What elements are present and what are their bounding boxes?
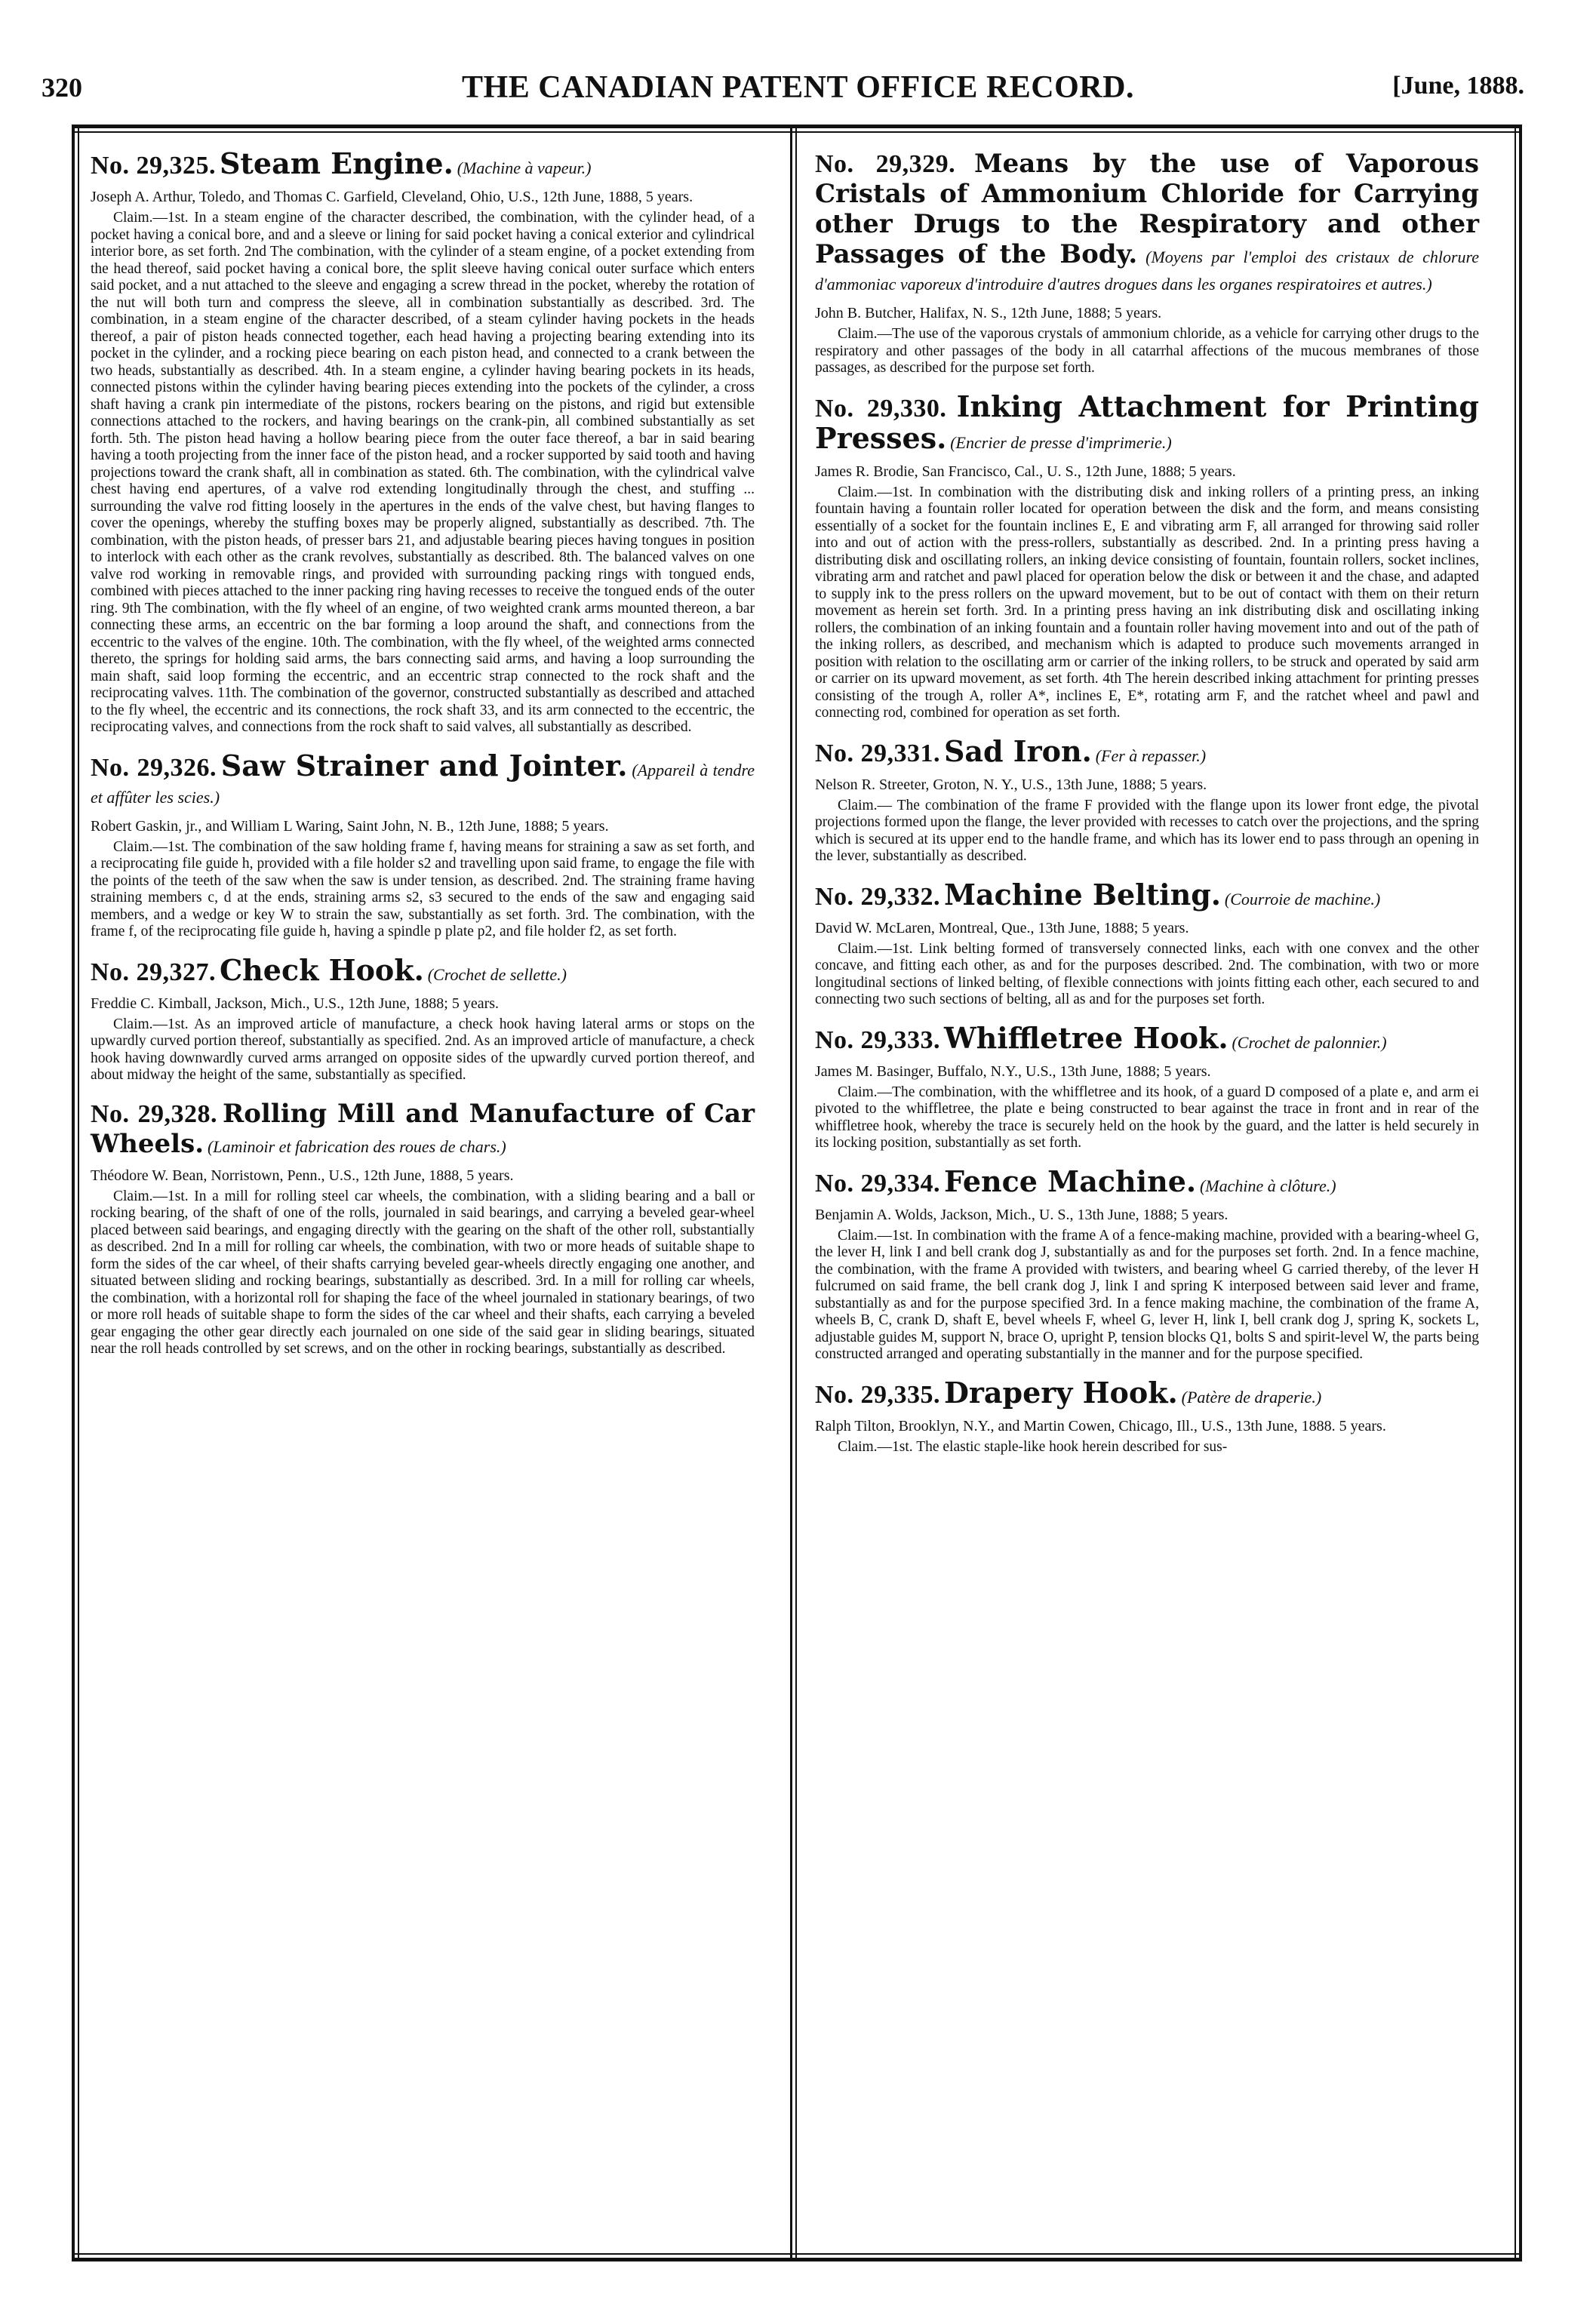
top-rule-thin	[72, 131, 1522, 133]
top-rule-thick	[72, 125, 1522, 128]
patent-number: No. 29,328.	[91, 1099, 218, 1128]
claim-text: Claim.—The combination, with the whiffletree and its hook, of a guard D composed of a plate e, and arm ei pivoted to the whiffletree, the plate e being constructed to bear against the trace in front and in rear of the whiffletree hook, whereby the trace is securely held on the hook by the guard, and the latter is held securely in its locking position, substantially as set forth.	[815, 1084, 1479, 1151]
patent-entry	[815, 1020, 1479, 1152]
french-title: (Moyens par l'emploi des cristaux de chlorure d'ammoniac vaporeux d'introduire d'autres drogues dans les organes respiratoires et autres.)	[815, 248, 1480, 294]
patentee-info: Benjamin A. Wolds, Jackson, Mich., U. S., 13th June, 1888; 5 years.	[815, 1206, 1229, 1223]
claim-text: Claim.—1st. In combination with the distributing disk and inking rollers of a printing press, an inking fountain having a fountain roller located for operation between the disk and the form, and means consisting essentially of a socket for the fountain inclines E, E and vibrating arm F, all arranged for throwing said roller into and out of action with the press-rollers, substantially as described. 2nd. In a printing press having a distributing disk and oscillating rollers, an inking device consisting of fountain, fountain rollers, socket inclines, vibrating arm and ratchet and pawl placed for operation below the disk or between it and the chase, and adapted to supply ink to the press rollers on the upward movement, but to be out of contact with them on their return movement as herein set forth. 3rd. In a printing press having an ink distributing disk and oscillating inking rollers, the combination of an inking fountain and a fountain roller having movement into and out of the path of the inking rollers, as described, and mechanism which is adapted to produce such movements arranged in position with relation to the oscillating arm or carrier of the inking rollers, to be struck and operated by said arm or carrier on its upward movement, as set forth. 4th The herein described inking attachment for printing presses consisting of the trough A, roller A*, inclines E, E*, rotating arm F, and the ratchet wheel and pawl and connecting rod, combined for operation as set forth.	[815, 484, 1479, 721]
patent-number: No. 29,331.	[815, 739, 941, 767]
claim-text: Claim.—1st. The elastic staple-like hook herein described for sus-	[838, 1438, 1228, 1455]
french-title: (Patère de draperie.)	[1181, 1387, 1322, 1407]
patent-number: No. 29,325.	[91, 152, 217, 180]
patent-title: Means by the use of Vaporous Cristals of Ammonium Chloride for Carrying other Drugs to the Respiratory and other Passages of the Body.	[815, 149, 1480, 269]
patent-number: No. 29,332.	[815, 882, 941, 911]
patent-heading	[91, 748, 755, 812]
patent-number: No. 29,329.	[815, 150, 956, 178]
patent-heading	[815, 151, 1479, 299]
right-column	[815, 151, 1479, 1472]
claim-text: Claim.— The combination of the frame F provided with the flange upon its lower front edge, the pivotal projections formed upon the flange, the lever provided with recesses to catch over the projections, and the spring which is secured at its upper end to the handle frame, and which has its lower end to pass through an opening in the lever, substantially as described.	[815, 797, 1479, 864]
patent-heading	[91, 146, 755, 183]
patent-entry	[91, 1098, 755, 1358]
claim-text: Claim.—The use of the vaporous crystals of ammonium chloride, as a vehicle for carrying other drugs to the respiratory and other passages of the body in all catarrhal affections of the mucous membranes of those passages, as described for the purpose set forth.	[815, 326, 1479, 376]
french-title: (Encrier de presse d'imprimerie.)	[950, 432, 1172, 452]
patentee-info: James R. Brodie, San Francisco, Cal., U. S., 12th June, 1888; 5 years.	[815, 463, 1236, 480]
bottom-rule-thin	[72, 2253, 1522, 2255]
claim-text: Claim.—1st. In combination with the frame A of a fence-making machine, provided with a bearing-wheel G, the lever H, link I and bell crank dog J, substantially as and for the purposes set forth. 2nd. In a fence machine, the combination, with the frame A provided with twisters, and bearing wheel G carried thereby, of the lever H fulcrumed on said frame, the bell crank dog J, link I and spring K interposed between said lever and frame, substantially as and for the purpose specified 3rd. In a fence making machine, the combination of the frame A, wheels B, C, crank D, shaft E, bevel wheels F, wheel G, lever H, link I, bell crank dog J, spring K, sockets L, adjustable guides M, support N, brace O, upright P, tension blocks Q1, bolts S and spirit-level W, the parts being constructed arranged and operating substantially in the manner and for the purpose specified.	[815, 1227, 1479, 1362]
claim-text: Claim.—1st. Link belting formed of transversely connected links, each with one convex and the other concave, and fitting each other, as and for the purposes described. 2nd. The combination, with two or more longitudinal sections of linked belting, of flexible connections with joints fitting each other, each secured to and connecting two such sections of belting, all as and for the purposes set forth.	[815, 940, 1479, 1007]
patent-entry	[91, 748, 755, 941]
patent-entry	[815, 1375, 1479, 1456]
french-title: (Courroie de machine.)	[1224, 889, 1381, 909]
patent-heading	[815, 1164, 1479, 1201]
patent-heading	[815, 1020, 1479, 1057]
patentee-info: Joseph A. Arthur, Toledo, and Thomas C. Garfield, Cleveland, Ohio, U.S., 12th June, 1888, 5 years.	[91, 189, 693, 205]
french-title: (Machine à vapeur.)	[457, 158, 592, 177]
right-rule-inner	[1515, 125, 1516, 2261]
claim-text: Claim.—1st. The combination of the saw holding frame f, having means for straining a saw as set forth, and a reciprocating file guide h, provided with a file holder s2 and travelling upon said frame, to engage the file with the points of the teeth of the saw when the saw is under tension, as described. 2nd. The straining frame having straining members c, d at the ends, straining arms s2, s3 secured to the ends of the saw and engaging said members, and a wedge or key W to strain the saw, substantially as set forth. 3rd. The combination, with the frame f, of the reciprocating file guide h, having a spindle p plate p2, and file holder f2, as set forth.	[91, 838, 755, 939]
french-title: (Appareil à tendre et affûter les scies.)	[91, 760, 755, 807]
patentee-info: Ralph Tilton, Brooklyn, N.Y., and Martin Cowen, Chicago, Ill., U.S., 13th June, 1888. 5 years.	[815, 1417, 1386, 1434]
left-rule-inner	[78, 125, 79, 2261]
patent-entry	[91, 146, 755, 736]
patent-title: Drapery Hook.	[943, 1375, 1178, 1410]
bottom-rule-thick	[72, 2258, 1522, 2261]
patent-entry	[815, 1164, 1479, 1364]
patent-heading	[91, 1098, 755, 1161]
patent-heading	[815, 1375, 1479, 1412]
french-title: (Crochet de palonnier.)	[1232, 1032, 1387, 1052]
journal-title: THE CANADIAN PATENT OFFICE RECORD.	[462, 70, 1134, 105]
patent-heading	[815, 877, 1479, 914]
patent-title: Inking Attachment for Printing Presses.	[815, 389, 1479, 455]
patentee-info: Robert Gaskin, jr., and William L Waring, Saint John, N. B., 12th June, 1888; 5 years.	[91, 817, 609, 835]
french-title: (Crochet de sellette.)	[427, 964, 567, 984]
patent-heading	[815, 389, 1479, 457]
left-rule	[72, 125, 75, 2261]
column-divider	[790, 125, 792, 2261]
patent-number: No. 29,334.	[815, 1169, 941, 1198]
claim-text: Claim.—1st. In a steam engine of the character described, the combination, with the cylinder head, of a pocket having a conical bore, and and a sleeve or lining for said pocket having a conical exterior and cylindrical interior bore, as set forth. 2nd The combination, with the cylinder of a steam engine, of a pocket extending from the head thereof, said pocket having a conical bore, the split sleeve having conical outer surface which enters said pocket, and a nut attached to the sleeve and engaging a screw thread in the pocket, whereby the rotation of the nut will both turn and compress the sleeve, all in combination substantially as described. 3rd. The combination, in a steam engine of the character described, of a steam cylinder having pockets in the heads thereof, a pair of piston heads connected together, each head having a projecting bearing extending into its pocket in the cylinder, and a rocking piece bearing on each piston head, and connected to a crank between the two heads, substantially as described. 4th. In a steam engine, a cylinder having bearing pockets in its heads, connected pistons within the cylinder having bearing pieces extending into the pockets of the cylinder, a cross shaft having a crank pin intermediate of the pistons, rockers bearing on the pistons, and rigid but extensible connections attached to the rockers, and having bearings on the crank-pin, all combined substantially as set forth. 5th. The piston head having a hollow bearing piece from the outer face thereof, a bar in said bearing having a tooth projecting from the inner face of the piston head, and a rocker supported by said tooth and having projections toward the crank shaft, all in combination as stated. 6th. The combination, with the cylindrical valve chest having end apertures, of a valve rod extending longitudinally through the chest, and stuffing ... surrounding the valve rod fitting loosely in the apertures in the ends of the valve chest, but having flanges to cover the openings, whereby the stuffing boxes may be properly aligned, substantially as described. 7th. The combination, with the piston heads, of presser bars 21, and adjustable bearing pieces having tongues in position to interlock with each other as the crank revolves, substantially as described. 8th. The balanced valves on one valve rod working in removable rings, and provided with surrounding packing rings with tongued ends, combined with pieces attached to the inner packing ring having recesses to receive the tongued ends of the outer ring. 9th The combination, with the fly wheel of an engine, of two weighted crank arms mounted thereon, a bar connecting these arms, an eccentric on the bar forming a loop around the shaft, and connections from the eccentric to the valves of the engine. 10th. The combination, with the fly wheel, of the weighted arms connected thereto, the springs for holding said arms, the bars connecting said arms, and having a loop surrounding the main shaft, said loop forming the eccentric, and an eccentric strap connected to the rock shaft and the reciprocating valves. 11th. The combination of the governor, constructed substantially as described and attached to the fly wheel, the eccentric and its connections, the rock shaft 33, and its arm connected to the eccentric, the reciprocating valves, and connections from the rock shaft to said valves, all substantially as described.	[91, 210, 755, 735]
patent-title: Rolling Mill and Manufacture of Car Wheels.	[91, 1098, 755, 1159]
patent-heading	[815, 733, 1479, 770]
patent-number: No. 29,333.	[815, 1025, 941, 1054]
patentee-info: Nelson R. Streeter, Groton, N. Y., U.S., 13th June, 1888; 5 years.	[815, 776, 1207, 793]
page-number: 320	[42, 72, 82, 103]
patent-title: Steam Engine.	[219, 146, 454, 180]
issue-date: [June, 1888.	[1392, 72, 1524, 100]
claim-text: Claim.—1st. As an improved article of manufacture, a check hook having lateral arms or stops on the upwardly curved portion thereof, substantially as specified. 2nd. As an improved article of manufacture, a check hook having downwardly curved arms arranged on opposite sides of the upwardly curved portion thereof, and about midway the height of the same, substantially as specified.	[91, 1016, 755, 1083]
patent-heading	[91, 952, 755, 989]
patent-title: Machine Belting.	[943, 877, 1222, 912]
patent-number: No. 29,335.	[815, 1380, 941, 1409]
patentee-info: James M. Basinger, Buffalo, N.Y., U.S., 13th June, 1888; 5 years.	[815, 1062, 1211, 1080]
patent-title: Saw Strainer and Jointer.	[220, 748, 628, 783]
french-title: (Fer à repasser.)	[1095, 746, 1207, 765]
patent-entry	[815, 877, 1479, 1009]
french-title: (Machine à clôture.)	[1199, 1176, 1336, 1195]
patent-number: No. 29,330.	[815, 394, 947, 423]
patent-title: Whiffletree Hook.	[943, 1020, 1229, 1055]
patent-entry	[815, 733, 1479, 866]
patent-entry	[815, 151, 1479, 377]
patentee-info: David W. McLaren, Montreal, Que., 13th June, 1888; 5 years.	[815, 919, 1189, 936]
patentee-info: Freddie C. Kimball, Jackson, Mich., U.S., 12th June, 1888; 5 years.	[91, 995, 500, 1012]
french-title: (Laminoir et fabrication des roues de chars.)	[207, 1136, 506, 1156]
patent-title: Check Hook.	[219, 952, 424, 987]
patent-title: Fence Machine.	[943, 1164, 1197, 1198]
patentee-info: John B. Butcher, Halifax, N. S., 12th June, 1888; 5 years.	[815, 305, 1162, 321]
column-divider-inner	[795, 125, 797, 2261]
left-column	[91, 146, 755, 1375]
patent-title: Sad Iron.	[943, 733, 1092, 768]
right-rule	[1519, 125, 1522, 2261]
patent-entry	[91, 952, 755, 1084]
patent-number: No. 29,327.	[91, 958, 217, 986]
patent-number: No. 29,326.	[91, 753, 217, 782]
claim-text: Claim.—1st. In a mill for rolling steel car wheels, the combination, with a sliding bearing and a ball or rocking bearing, of the shaft of one of the rolls, journaled in said bearings, and carrying a beveled gear-wheel placed between said bearings, and engaging directly with the gearing on the shaft of the other roll, substantially as described. 2nd In a mill for rolling car wheels, the combination, with two or more heads of suitable shape to form the sides of the car wheel, of their shafts carrying beveled gear-wheels directly engaging one another, and situated between sliding and rocking bearings, substantially as described. 3rd. In a mill for rolling car wheels, the combination, with a horizontal roll for shaping the face of the wheel journaled in stationary bearings, of two or more roll heads of suitable shape to form the sides of the car wheel and their shafts, each carrying a beveled gear engaging the other gear directly each journaled on one side of the said gear in sliding bearings, situated near the roll heads controlled by set screws, and on the other in rocking bearings, substantially as described.	[91, 1188, 755, 1357]
patentee-info: Théodore W. Bean, Norristown, Penn., U.S., 12th June, 1888, 5 years.	[91, 1167, 514, 1184]
patent-entry	[815, 389, 1479, 722]
